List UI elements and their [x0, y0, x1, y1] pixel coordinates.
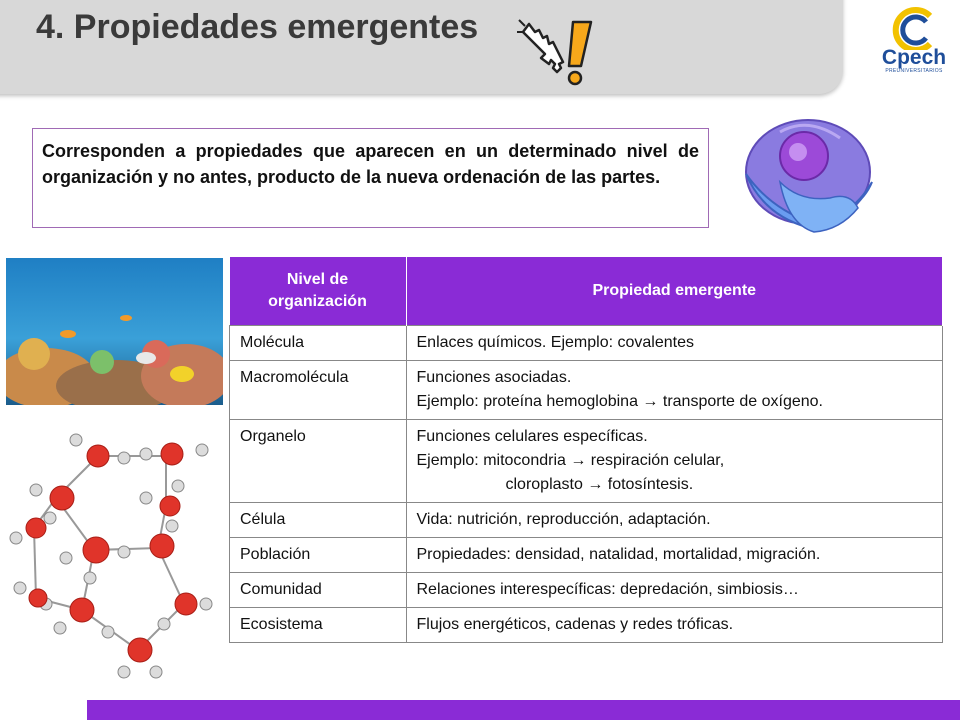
property-line: Flujos energéticos, cadenas y redes tróficas. — [416, 616, 734, 633]
definition-box: Corresponden a propiedades que aparecen en un determinado nivel de organización y no antes, producto de la nueva ordenación de las partes. — [32, 128, 709, 228]
table-row — [230, 326, 943, 361]
row-level: Célula — [230, 503, 407, 538]
row-level: Molécula — [230, 326, 407, 361]
water-molecule-diagram — [6, 418, 226, 690]
row-property — [406, 503, 943, 538]
logo-mark — [878, 6, 950, 50]
table-header-row — [230, 257, 943, 326]
table-row — [230, 538, 943, 573]
hand-pointer-exclamation-icon — [515, 14, 595, 90]
table-row — [230, 608, 943, 643]
row-property — [406, 420, 943, 503]
property-line: Funciones celulares específicas. — [416, 428, 648, 445]
property-line: Funciones asociadas. — [416, 369, 572, 386]
header-property: Propiedad emergente — [406, 257, 943, 326]
property-line: Relaciones interespecíficas: depredación, simbiosis… — [416, 581, 799, 598]
row-level: Macromolécula — [230, 361, 407, 420]
property-line: Enlaces químicos. Ejemplo: covalentes — [416, 334, 694, 351]
table-row — [230, 420, 943, 503]
table-row — [230, 361, 943, 420]
page-title: 4. Propiedades emergentes — [36, 8, 479, 46]
coral-reef-photo — [6, 258, 223, 405]
cpech-logo — [878, 6, 950, 74]
row-property — [406, 326, 943, 361]
table-row — [230, 573, 943, 608]
row-property — [406, 608, 943, 643]
emergent-properties-table — [229, 257, 943, 643]
property-line: cloroplasto → fotosíntesis. — [505, 476, 694, 493]
logo-tagline: PREUNIVERSITARIOS — [885, 68, 943, 74]
row-property — [406, 538, 943, 573]
cell-illustration — [740, 112, 880, 240]
row-level: Población — [230, 538, 407, 573]
property-line: Vida: nutrición, reproducción, adaptación. — [416, 511, 711, 528]
property-line: Ejemplo: mitocondria → respiración celular, — [416, 452, 725, 469]
property-line: Ejemplo: proteína hemoglobina → transporte de oxígeno. — [416, 393, 823, 410]
property-line: Propiedades: densidad, natalidad, mortalidad, migración. — [416, 546, 821, 563]
row-property — [406, 573, 943, 608]
table-row — [230, 503, 943, 538]
row-level: Comunidad — [230, 573, 407, 608]
bottom-accent-band — [87, 700, 960, 720]
logo-text: Cpech — [881, 46, 947, 69]
row-property — [406, 361, 943, 420]
row-level: Organelo — [230, 420, 407, 503]
row-level: Ecosistema — [230, 608, 407, 643]
header-level: Nivel de organización — [230, 257, 407, 326]
